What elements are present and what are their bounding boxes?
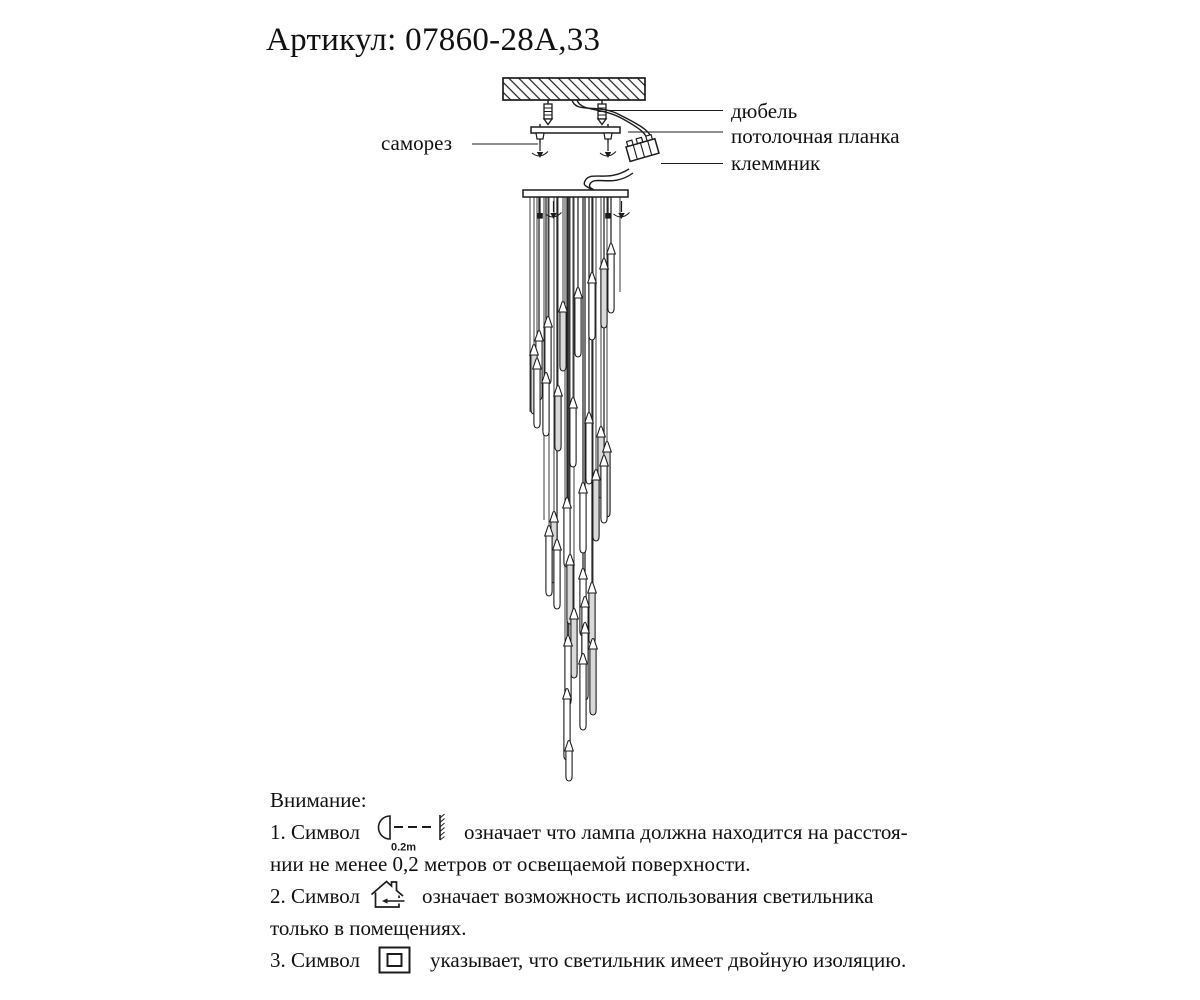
icicle-pendant: [588, 273, 597, 341]
ceiling-slab: [503, 78, 645, 100]
note-3-post: указывает, что светильник имеет двойную изоляцию.: [430, 947, 907, 972]
note-1-pre: 1. Символ: [270, 819, 361, 844]
label-dyubel: дюбель: [731, 99, 798, 123]
note-item-1: [270, 816, 970, 852]
icicle-pendant: [559, 302, 568, 372]
icicle-pendant: [588, 583, 597, 645]
note-item-2: [270, 880, 970, 912]
icicle-pendant: [545, 526, 554, 597]
icicle-pendant: [579, 483, 588, 554]
icicle-pendant: [542, 373, 551, 437]
label-planka: потолочная планка: [731, 124, 900, 148]
svg-text:0.2m: 0.2m: [391, 841, 417, 852]
icicle-pendant: [574, 288, 583, 358]
terminal-block: [625, 134, 659, 161]
icicle-pendant: [589, 639, 598, 716]
icicle-pendant: [607, 244, 616, 314]
notes-heading: Внимание:: [270, 787, 367, 812]
icicle-pendant: [592, 470, 601, 542]
notes-block: [270, 784, 970, 976]
icicle-pendant: [553, 540, 562, 610]
screw-left: [532, 133, 548, 158]
page-title: Артикул: 07860-28А,33: [266, 22, 601, 58]
ceiling-plate: [531, 124, 620, 133]
icicle-pendant: [600, 259, 609, 329]
indoor-use-house-icon: [370, 879, 406, 910]
icicle-pendant: [600, 456, 609, 524]
note-2-post: означает возможность использования светильника: [422, 883, 874, 908]
note-item-1-line2: нии не менее 0,2 метров от освещаемой поверхности.: [270, 851, 751, 876]
note-2-pre: 2. Символ: [270, 883, 361, 908]
icicle-pendant: [565, 741, 574, 782]
label-samorez: саморез: [380, 131, 452, 155]
note-item-3: [270, 944, 970, 976]
note-1-post: означает что лампа должна находится на расстоя-: [464, 819, 908, 844]
dowel-left-icon: [544, 100, 552, 125]
canopy-plate: [523, 190, 628, 197]
note-3-pre: 3. Символ: [270, 947, 361, 972]
note-item-2-line2: только в помещениях.: [270, 915, 467, 940]
icicle-pendant: [585, 413, 594, 485]
pendant-drops: [530, 244, 616, 782]
icicle-pendant: [579, 654, 588, 731]
lamp-distance-icon: [376, 812, 450, 852]
icicle-pendant: [533, 359, 542, 429]
icicle-pendant: [554, 386, 563, 452]
icicle-pendant: [569, 398, 578, 468]
screw-right: [600, 133, 616, 158]
double-insulation-icon: [378, 946, 412, 974]
label-klemmnik: клеммник: [731, 151, 821, 175]
